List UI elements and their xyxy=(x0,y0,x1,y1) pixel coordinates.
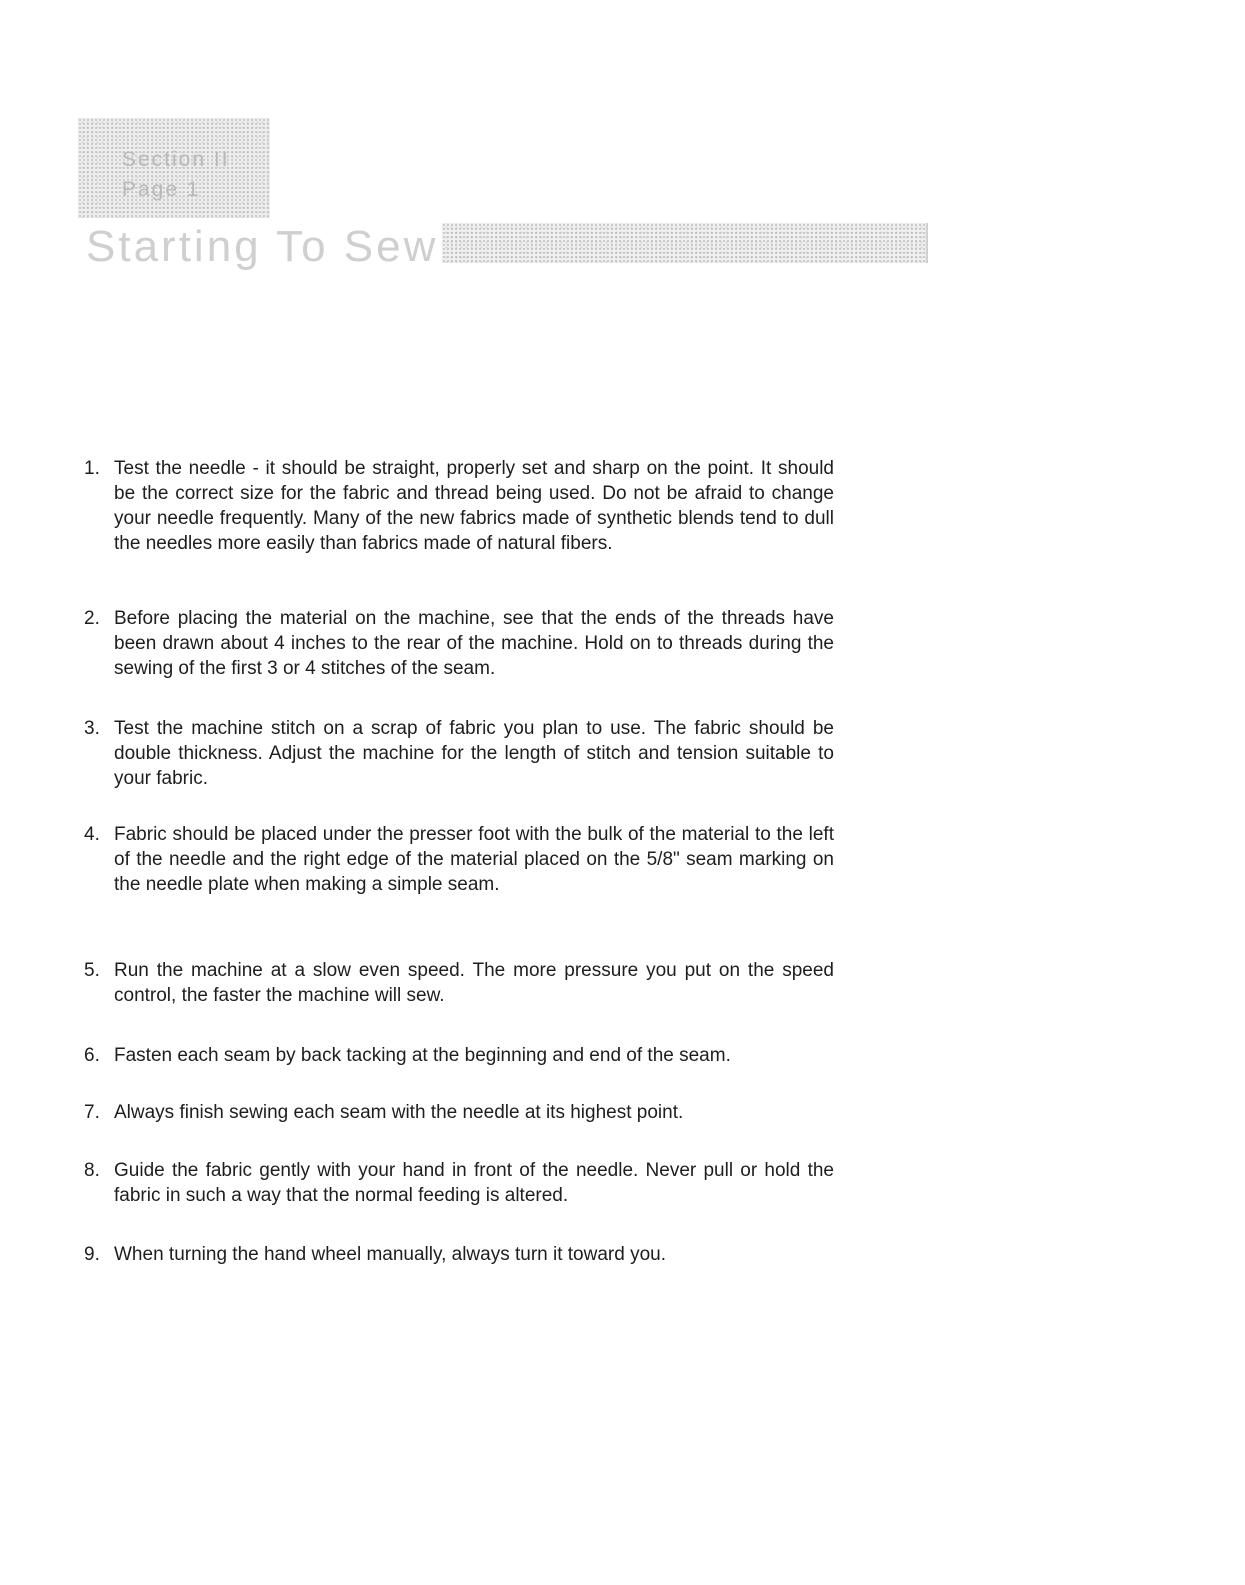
step-number: 2. xyxy=(84,608,100,629)
step-text: Fabric should be placed under the presser foot with the bulk of the material to the left of the needle and the right edge of the material placed on the 5/8" seam marking on the needle plate when making a simple seam. xyxy=(114,824,834,895)
step-text: When turning the hand wheel manually, always turn it toward you. xyxy=(114,1244,667,1265)
step-number: 1. xyxy=(84,458,100,479)
step-text: Test the machine stitch on a scrap of fabric you plan to use. The fabric should be double thickness. Adjust the machine for the length of stitch and tension suitable to your fabric. xyxy=(114,718,834,789)
step-text: Fasten each seam by back tacking at the beginning and end of the seam. xyxy=(114,1045,731,1066)
step-text: Guide the fabric gently with your hand in front of the needle. Never pull or hold the fabric in such a way that the normal feeding is altered. xyxy=(114,1160,834,1206)
step-number: 8. xyxy=(84,1160,100,1181)
step-number: 4. xyxy=(84,824,100,845)
step-text: Always finish sewing each seam with the needle at its highest point. xyxy=(114,1102,684,1123)
page-label: Page 1 xyxy=(122,178,201,201)
step-text: Before placing the material on the machine, see that the ends of the threads have been drawn about 4 inches to the rear of the machine. Hold on to threads during the sewing of the first 3 or 4 stitches of the seam. xyxy=(114,608,834,679)
step-number: 9. xyxy=(84,1244,100,1265)
title-halftone-bar xyxy=(442,223,928,263)
section-label: Section II xyxy=(122,148,230,171)
step-text: Run the machine at a slow even speed. The more pressure you put on the speed control, the faster the machine will sew. xyxy=(114,960,834,1006)
step-number: 5. xyxy=(84,960,100,981)
step-text: Test the needle - it should be straight, properly set and sharp on the point. It should be the correct size for the fabric and thread being used. Do not be afraid to change your needle frequently. Many of the new fabrics made of synthetic blends tend to dull the needles more easily than fabrics made of natural fibers. xyxy=(114,458,834,554)
step-number: 3. xyxy=(84,718,100,739)
step-number: 7. xyxy=(84,1102,100,1123)
page-title: Starting To Sew xyxy=(86,222,439,271)
step-number: 6. xyxy=(84,1045,100,1066)
